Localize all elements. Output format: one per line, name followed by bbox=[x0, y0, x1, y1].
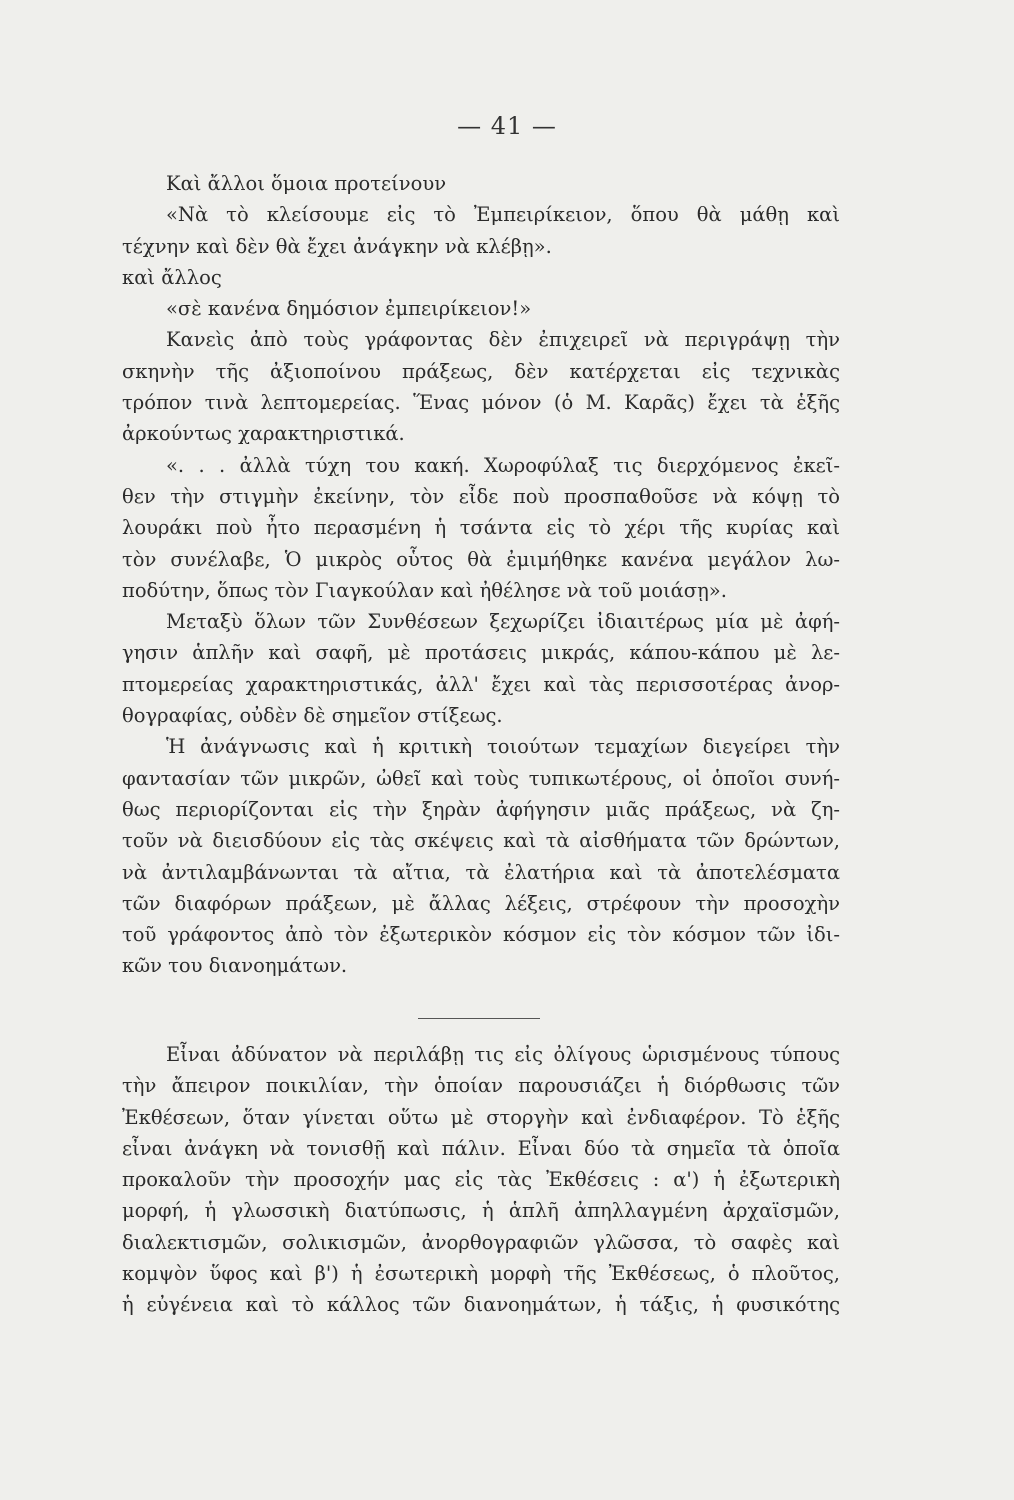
text-line: γησιν ἁπλῆν καὶ σαφῆ, μὲ προτάσεις μικράς, κάπου-κάπου μὲ λε- bbox=[122, 641, 840, 665]
text-line: λουράκι ποὺ ἦτο περασμένη ἡ τσάντα εἰς τὸ χέρι τῆς κυρίας καὶ bbox=[122, 516, 840, 540]
text-line: φαντασίαν τῶν μικρῶν, ὠθεῖ καὶ τοὺς τυπικωτέρους, οἱ ὁποῖοι συνή- bbox=[122, 766, 840, 790]
text-line: Ἡ ἀνάγνωσις καὶ ἡ κριτικὴ τοιούτων τεμαχίων διεγείρει τὴν bbox=[166, 735, 840, 759]
text-line: Εἶναι ἀδύνατον νὰ περιλάβῃ τις εἰς ὀλίγους ὡρισμένους τύπους bbox=[166, 1043, 840, 1066]
text-line: διαλεκτισμῶν, σολικισμῶν, ἀνορθογραφιῶν γλῶσσα, τὸ σαφὲς καὶ bbox=[122, 1230, 840, 1254]
text-line: κῶν του διανοημάτων. bbox=[122, 954, 348, 978]
text-line: Μεταξὺ ὅλων τῶν Συνθέσεων ξεχωρίζει ἰδιαιτέρως μία μὲ ἀφή- bbox=[166, 610, 840, 634]
text-line: «σὲ κανένα δημόσιον ἐμπειρίκειον!» bbox=[166, 297, 532, 321]
section-two-text bbox=[122, 1039, 840, 1321]
text-line: θεν τὴν στιγμὴν ἐκείνην, τὸν εἶδε ποὺ προσπαθοῦσε νὰ κόψῃ τὸ bbox=[122, 484, 840, 508]
text-line: νὰ ἀντιλαμβάνωνται τὰ αἴτια, τὰ ἐλατήρια καὶ τὰ ἀποτελέσματα bbox=[122, 860, 840, 884]
text-line: καὶ ἄλλος bbox=[122, 265, 222, 289]
text-line: τὸν συνέλαβε, Ὁ μικρὸς οὗτος θὰ ἐμιμήθηκε κανένα μεγάλον λω- bbox=[122, 547, 840, 571]
text-line: εἶναι ἀνάγκη νὰ τονισθῇ καὶ πάλιν. Εἶναι δύο τὰ σημεῖα τὰ ὁποῖα bbox=[122, 1136, 840, 1160]
text-line: τῶν διαφόρων πράξεων, μὲ ἄλλας λέξεις, στρέφουν τὴν προσοχὴν bbox=[122, 891, 840, 915]
text-line: Κανεὶς ἀπὸ τοὺς γράφοντας δὲν ἐπιχειρεῖ νὰ περιγράψῃ τὴν bbox=[166, 328, 840, 352]
text-line: πτομερείας χαρακτηριστικάς, ἀλλ' ἔχει καὶ τὰς περισσοτέρας ἀνορ- bbox=[122, 672, 840, 696]
section-one-text bbox=[122, 168, 840, 982]
section-divider bbox=[418, 1018, 540, 1019]
text-line: ἡ εὐγένεια καὶ τὸ κάλλος τῶν διανοημάτων, ἡ τάξις, ἡ φυσικότης bbox=[122, 1293, 840, 1317]
text-line: ποδύτην, ὅπως τὸν Γιαγκούλαν καὶ ἠθέλησε νὰ τοῦ μοιάσῃ». bbox=[122, 578, 727, 602]
text-line: τοῦν νὰ διεισδύουν εἰς τὰς σκέψεις καὶ τὰ αἰσθήματα τῶν δρώντων, bbox=[122, 829, 840, 853]
text-line: μορφή, ἡ γλωσσικὴ διατύπωσις, ἡ ἁπλῆ ἀπηλλαγμένη ἀρχαϊσμῶν, bbox=[122, 1199, 840, 1223]
text-line: Ἐκθέσεων, ὅταν γίνεται οὕτω μὲ στοργὴν καὶ ἐνδιαφέρον. Τὸ ἑξῆς bbox=[122, 1105, 840, 1129]
text-line: θως περιορίζονται εἰς τὴν ξηρὰν ἀφήγησιν μιᾶς πράξεως, νὰ ζη- bbox=[122, 797, 840, 821]
page-number: — 41 — bbox=[457, 112, 557, 140]
text-line: τοῦ γράφοντος ἀπὸ τὸν ἐξωτερικὸν κόσμον εἰς τὸν κόσμον τῶν ἰδι- bbox=[122, 923, 840, 947]
text-line: τέχνην καὶ δὲν θὰ ἔχει ἀνάγκην νὰ κλέβῃ». bbox=[122, 234, 552, 258]
text-line: κομψὸν ὕφος καὶ β') ἡ ἐσωτερικὴ μορφὴ τῆς Ἐκθέσεως, ὁ πλοῦτος, bbox=[122, 1262, 840, 1286]
text-line: ἀρκούντως χαρακτηριστικά. bbox=[122, 422, 405, 446]
text-line: τρόπον τινὰ λεπτομερείας. Ἕνας μόνον (ὁ Μ. Καρᾶς) ἔχει τὰ ἑξῆς bbox=[122, 391, 840, 415]
text-line: προκαλοῦν τὴν προσοχήν μας εἰς τὰς Ἐκθέσεις : α') ἡ ἐξωτερικὴ bbox=[122, 1168, 840, 1192]
text-line: σκηνὴν τῆς ἀξιοποίνου πράξεως, δὲν κατέρχεται εἰς τεχνικὰς bbox=[122, 359, 840, 383]
text-line: «. . . ἀλλὰ τύχη του κακή. Χωροφύλαξ τις διερχόμενος ἐκεῖ- bbox=[166, 453, 840, 477]
text-line: «Νὰ τὸ κλείσουμε εἰς τὸ Ἐμπειρίκειον, ὅπου θὰ μάθῃ καὶ bbox=[166, 203, 840, 227]
text-line: τὴν ἄπειρον ποικιλίαν, τὴν ὁποίαν παρουσιάζει ἡ διόρθωσις τῶν bbox=[122, 1074, 840, 1098]
text-line: θογραφίας, οὐδὲν δὲ σημεῖον στίξεως. bbox=[122, 704, 503, 728]
text-line: Καὶ ἄλλοι ὅμοια προτείνουν bbox=[166, 172, 447, 195]
